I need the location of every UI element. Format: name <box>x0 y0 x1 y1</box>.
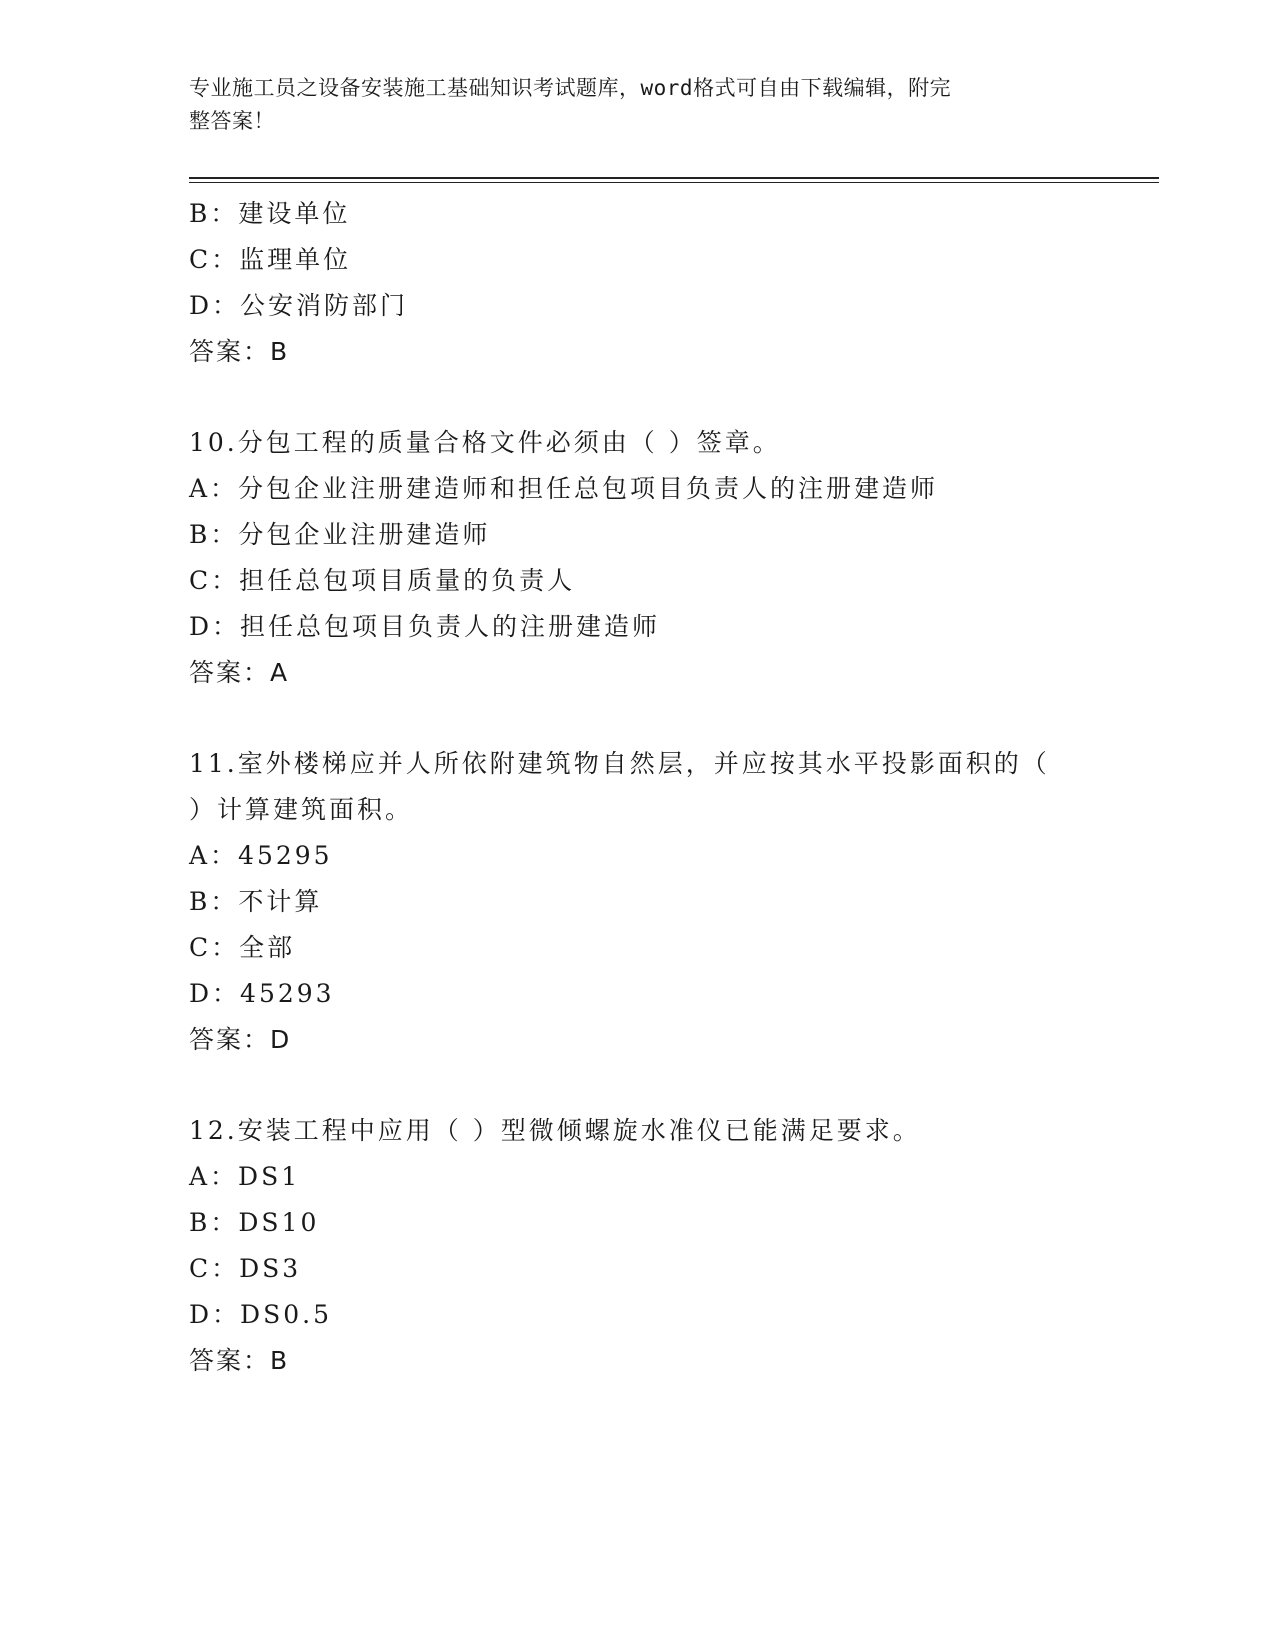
answer-line: 答案：D <box>189 1025 292 1054</box>
option-b: B：分包企业注册建造师 <box>189 520 491 549</box>
page-header <box>189 72 1079 138</box>
spacer <box>189 696 1089 741</box>
question-block-11 <box>189 741 1089 1063</box>
question-title-line-2: ）计算建筑面积。 <box>189 795 414 824</box>
header-line-2: 整答案！ <box>189 109 275 133</box>
option-b: B：DS10 <box>189 1208 320 1237</box>
question-block-prev <box>189 191 1089 375</box>
answer-line: 答案：A <box>189 658 290 687</box>
answer-line: 答案：B <box>189 337 290 366</box>
question-list <box>189 191 1089 1384</box>
option-c: C：全部 <box>189 933 296 962</box>
option-c: C：监理单位 <box>189 245 352 274</box>
header-rule-thick <box>189 177 1159 179</box>
question-title: 10.分包工程的质量合格文件必须由（ ）签章。 <box>189 428 781 457</box>
question-title: 12.安装工程中应用（ ）型微倾螺旋水准仪已能满足要求。 <box>189 1116 921 1145</box>
question-block-10 <box>189 420 1089 696</box>
answer-line: 答案：B <box>189 1346 290 1375</box>
spacer <box>189 375 1089 420</box>
question-title-line-1: 11.室外楼梯应并人所依附建筑物自然层，并应按其水平投影面积的（ <box>189 749 1050 778</box>
option-d: D：担任总包项目负责人的注册建造师 <box>189 612 661 641</box>
option-c: C：担任总包项目质量的负责人 <box>189 566 576 595</box>
option-b: B：建设单位 <box>189 199 351 228</box>
option-d: D：公安消防部门 <box>189 291 409 320</box>
spacer <box>189 1063 1089 1108</box>
option-d: D：45293 <box>189 979 335 1008</box>
option-a: A：45295 <box>189 841 333 870</box>
option-d: D：DS0.5 <box>189 1300 332 1329</box>
header-rule-thin <box>189 182 1159 183</box>
option-a: A：分包企业注册建造师和担任总包项目负责人的注册建造师 <box>189 474 939 503</box>
option-a: A：DS1 <box>189 1162 301 1191</box>
header-line-1: 专业施工员之设备安装施工基础知识考试题库，word格式可自由下载编辑，附完 <box>189 76 952 100</box>
option-c: C：DS3 <box>189 1254 302 1283</box>
option-b: B：不计算 <box>189 887 323 916</box>
question-block-12 <box>189 1108 1089 1384</box>
